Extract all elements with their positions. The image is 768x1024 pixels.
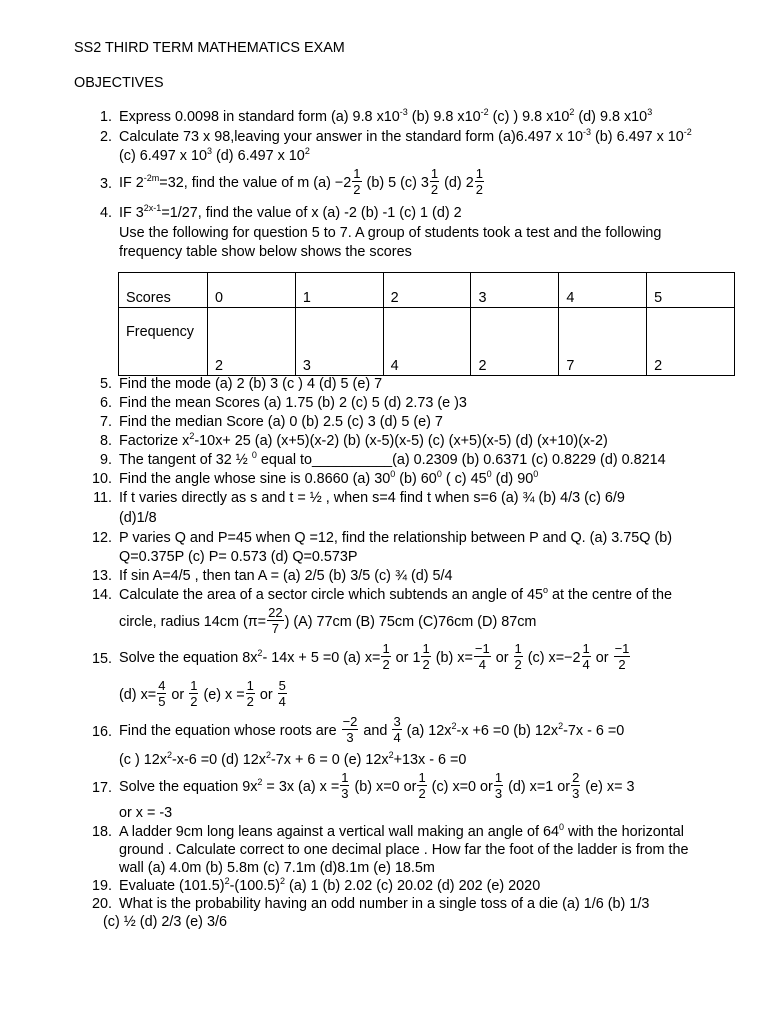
table-row	[119, 273, 735, 308]
question-number: 16.	[91, 724, 112, 740]
question-15: Solve the equation $8x^2-$ 14x + 5 =0 (a) x= $\frac{1}{2}$ or 1 $\frac{1}{2}$ (b) x= $\frac{-1}{4}$ or $\frac{1}{2}$ (c) x=−2 $\frac{1}{4}$ or $\frac{-1}{2}$	[119, 640, 630, 672]
fraction: $\frac{2}{3}$	[572, 769, 580, 801]
table-cell: 5	[647, 273, 735, 308]
fraction: $\frac{1}{2}$	[418, 769, 426, 801]
fraction: $\frac{1}{2}$	[514, 640, 522, 672]
question-2-continued: (c) 6.497 x $10^3$ (d) 6.497 x $10^2$	[119, 146, 310, 164]
question-17-continued: or x = -3	[119, 805, 173, 821]
table-cell: Scores	[119, 273, 208, 308]
fraction: $\frac{5}{4}$	[278, 677, 286, 709]
table-cell: 2	[208, 308, 296, 376]
question-12: P varies Q and P=45 when Q =12, find the relationship between P and Q. (a) 3.75Q (b)	[119, 530, 673, 546]
question-number: 4.	[99, 205, 112, 221]
question-10: Find the angle whose sine is 0.8660 (a) $30^0$ (b) $60^0$ ( c) $45^0$ (d) $90^0$	[119, 469, 539, 487]
table-instructions: Use the following for question 5 to 7. A group of students took a test and the following	[119, 225, 662, 241]
question-5: Find the mode (a) 2 (b) 3 (c ) 4 (d) 5 (e) 7	[119, 376, 383, 392]
table-cell: Frequency	[119, 308, 208, 376]
exam-title: SS2 THIRD TERM MATHEMATICS EXAM	[74, 40, 345, 56]
question-number: 2.	[99, 129, 112, 145]
question-number: 1.	[99, 109, 112, 125]
fraction: $\frac{1}{2}$	[475, 165, 483, 197]
question-11-continued: (d)1/8	[119, 510, 157, 526]
question-14-continued: circle, radius 14cm (π= $\frac{22}{7}$ ) (A) 77cm (B) 75cm (C)76cm (D) 87cm	[119, 604, 537, 636]
fraction: $\frac{1}{2}$	[382, 640, 390, 672]
fraction: $\frac{1}{4}$	[582, 640, 590, 672]
question-2: Calculate 73 x 98,leaving your answer in the standard form (a)6.497 x $10^{-3}$ (b) 6.497 x $10^{-2}$	[119, 127, 692, 145]
question-number: 10.	[91, 471, 112, 487]
question-18-continued: ground . Calculate correct to one decimal place . How far the foot of the ladder is from the	[119, 842, 689, 858]
table-cell: 1	[295, 273, 383, 308]
question-6: Find the mean Scores (a) 1.75 (b) 2 (c) 5 (d) 2.73 (e )3	[119, 395, 467, 411]
fraction: $\frac{4}{5}$	[158, 677, 166, 709]
question-19: Evaluate $(101.5)^2-(100.5)^2$ (a) 1 (b) 2.02 (c) 20.02 (d) 202 (e) 2020	[119, 876, 541, 894]
table-instructions-continued: frequency table show below shows the scores	[119, 244, 412, 260]
question-16: Find the equation whose roots are $\frac{-2}{3}$ and $\frac{3}{4}$ (a) $12x^2-x +6 =0$ (b) $12x^2-7x - 6 =0$	[119, 713, 625, 745]
table-cell: 3	[471, 273, 559, 308]
question-18-options: wall (a) 4.0m (b) 5.8m (c) 7.1m (d)8.1m (e) 18.5m	[119, 860, 435, 876]
fraction: $\frac{-2}{3}$	[342, 713, 358, 745]
table-cell: 3	[295, 308, 383, 376]
question-17: Solve the equation $9x^2 = 3x$ (a) x = $\frac{1}{3}$ (b) x=0 or $\frac{1}{2}$ (c) x=0 or $\frac{1}{3}$ (d) x=1 or $\frac{2}{3}$ (e) x= 3	[119, 769, 635, 801]
table-cell: 0	[208, 273, 296, 308]
fraction: $\frac{1}{2}$	[246, 677, 254, 709]
question-7: Find the median Score (a) 0 (b) 2.5 (c) 3 (d) 5 (e) 7	[119, 414, 443, 430]
question-number: 18.	[91, 824, 112, 840]
fraction: $\frac{-1}{4}$	[474, 640, 490, 672]
question-4: IF $3^{2x-1}=1/27$, find the value of x (a) -2 (b) -1 (c) 1 (d) 2	[119, 203, 462, 221]
question-number: 6.	[99, 395, 112, 411]
question-number: 13.	[91, 568, 112, 584]
question-9: The tangent of 32 ½ $^0$ equal to__________(a) 0.2309 (b) 0.6371 (c) 0.8229 (d) 0.8214	[119, 450, 666, 468]
question-13: If sin A=4/5 , then tan A = (a) 2/5 (b) 3/5 (c) ¾ (d) 5/4	[119, 568, 453, 584]
fraction: $\frac{1}{3}$	[341, 769, 349, 801]
question-number: 15.	[91, 651, 112, 667]
question-20-continued: (c) ½ (d) 2/3 (e) 3/6	[103, 914, 227, 930]
fraction: $\frac{22}{7}$	[268, 604, 283, 636]
question-number: 9.	[99, 452, 112, 468]
question-15-continued: (d) x= $\frac{4}{5}$ or $\frac{1}{2}$ (e) x = $\frac{1}{2}$ or $\frac{5}{4}$	[119, 677, 286, 709]
question-number: 19.	[91, 878, 112, 894]
question-1: Express 0.0098 in standard form (a) 9.8 $x10^{-3}$ (b) 9.8 $x10^{-2}$ (c) ) 9.8 $x10^2$ (d) 9.8 $x10^3$	[119, 107, 653, 125]
question-12-continued: Q=0.375P (c) P= 0.573 (d) Q=0.573P	[119, 549, 358, 565]
table-cell: 4	[383, 308, 471, 376]
table-cell: 4	[559, 273, 647, 308]
section-heading: OBJECTIVES	[74, 75, 164, 91]
table-row	[119, 308, 735, 376]
question-number: 7.	[99, 414, 112, 430]
question-14: Calculate the area of a sector circle which subtends an angle of 45$^o$ at the centre of the	[119, 585, 672, 603]
frequency-table	[118, 272, 735, 376]
question-number: 5.	[99, 376, 112, 392]
question-number: 12.	[91, 530, 112, 546]
question-number: 17.	[91, 780, 112, 796]
fraction: $\frac{1}{2}$	[422, 640, 430, 672]
fraction: $\frac{1}{2}$	[430, 165, 439, 197]
table-cell: 2	[471, 308, 559, 376]
fraction: $\frac{1}{2}$	[353, 165, 361, 197]
question-number: 20.	[91, 896, 112, 912]
fraction: $\frac{-1}{2}$	[614, 640, 630, 672]
table-cell: 7	[559, 308, 647, 376]
question-number: 11.	[93, 490, 112, 506]
table-cell: 2	[383, 273, 471, 308]
fraction: $\frac{3}{4}$	[393, 713, 401, 745]
fraction: $\frac{1}{3}$	[494, 769, 503, 801]
question-18: A ladder 9cm long leans against a vertical wall making an angle of $64^0$ with the horizontal	[119, 822, 684, 840]
fraction: $\frac{1}{2}$	[190, 677, 198, 709]
question-number: 3.	[99, 176, 112, 192]
question-20: What is the probability having an odd number in a single toss of a die (a) 1/6 (b) 1/3	[119, 896, 650, 912]
question-16-continued: (c ) $12x^2-x-6 =0$ (d) $12x^2-7x + 6 = 0$ (e) $12x^2+13x - 6 =0$	[119, 750, 467, 768]
question-11: If t varies directly as s and t = ½ , when s=4 find t when s=6 (a) ¾ (b) 4/3 (c) 6/9	[119, 490, 625, 506]
question-3: IF $2^{-2m}=32$, find the value of m (a) −2 $\frac{1}{2}$ (b) 5 (c) 3 $\frac{1}{2}$ (d) 2 $\frac{1}{2}$	[119, 165, 483, 197]
question-number: 14.	[91, 587, 112, 603]
question-8: Factorize $x^2-10x+ 25$ (a) (x+5)(x-2) (b) (x-5)(x-5) (c) (x+5)(x-5) (d) (x+10)(x-2)	[119, 431, 608, 449]
question-number: 8.	[99, 433, 112, 449]
table-cell: 2	[647, 308, 735, 376]
